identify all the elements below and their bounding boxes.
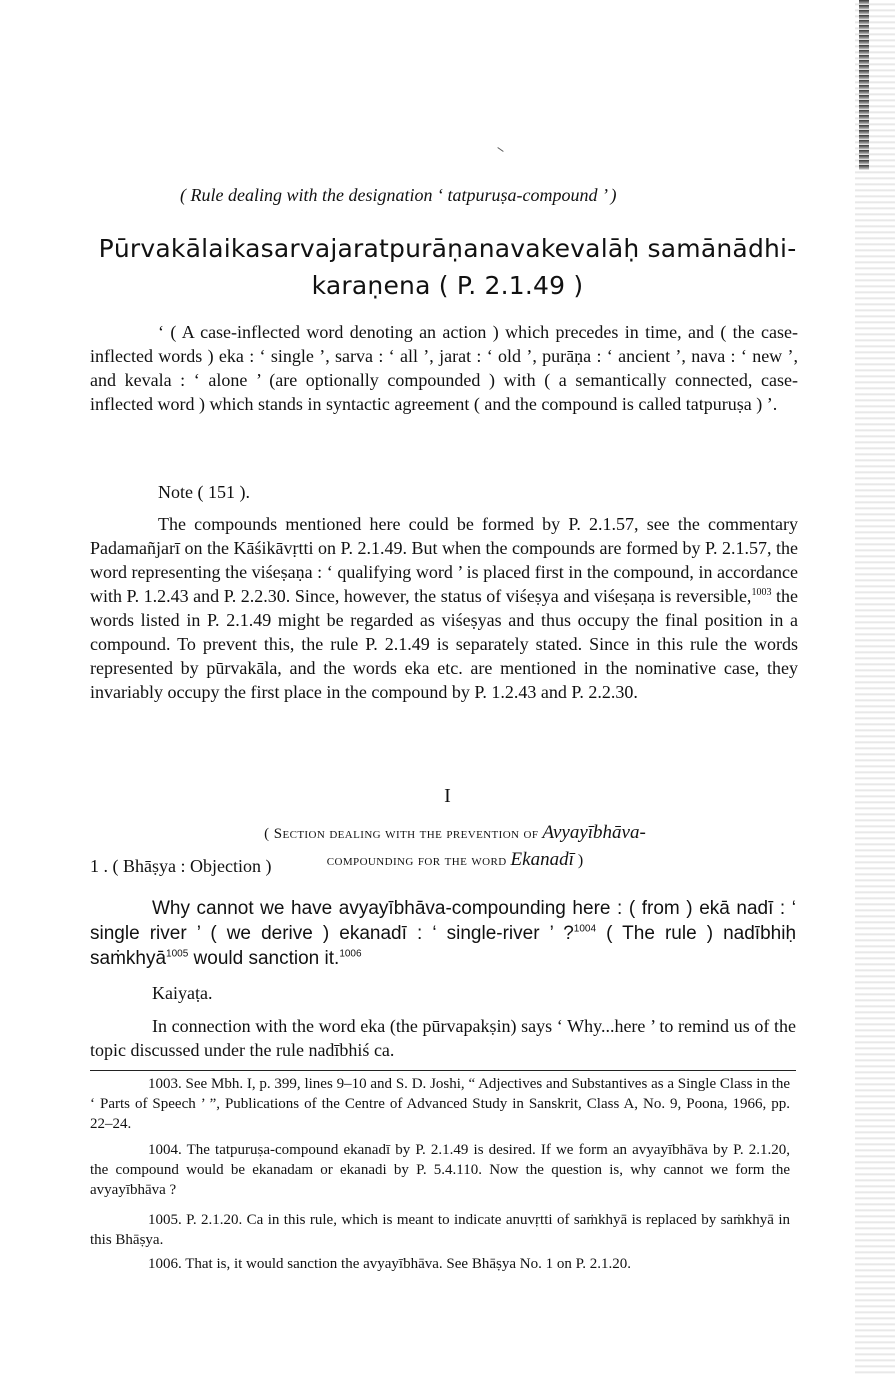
bhasya-text-a: Why cannot we have avyayībhāva-compounding here : ( from ) ekā nadī : ‘ single river ’ ( we derive ) ekanadī : ‘ single-river ’ ? xyxy=(90,898,796,944)
rule-heading: ( Rule dealing with the designation ‘ tatpuruṣa-compound ’ ) xyxy=(180,185,617,205)
footnote-1005: 1005. P. 2.1.20. Ca in this rule, which is meant to indicate anuvṛtti of saṁkhyā is replaced by saṁkhyā in this Bhāṣya. xyxy=(90,1212,790,1248)
bhasya-paragraph xyxy=(90,896,796,971)
sutra-title-line2: karaṇena ( P. 2.1.49 ) xyxy=(311,271,584,300)
sutra-title-line1: Pūrvakālaikasarvajaratpurāṇanavakevalāḥ samānādhi- xyxy=(98,234,797,263)
footnote-divider xyxy=(90,1070,796,1071)
section-title-text-2: compounding for the word xyxy=(326,853,507,869)
bhasya-text-b: ( The rule ) nadībhiḥ saṁkhyā xyxy=(90,923,797,969)
scan-edge-shadow xyxy=(855,0,895,1375)
note-text-1: The compounds mentioned here could be formed by P. 2.1.57, see the commentary Padamañjarī on the Kāśikāvṛtti on P. 2.1.49. But when the compounds are formed by P. 2.1.57, the word representing the viśeṣaṇa : ‘ qualifying word ’ is placed first in the compound, in accordance with P. 1.2.43 and P. 2.2.30. Since, however, the status of viśeṣya and viśeṣaṇa is reversible, xyxy=(90,514,798,606)
footnote-1003: 1003. See Mbh. I, p. 399, lines 9–10 and S. D. Joshi, “ Adjectives and Substantives as a Single Class in the ‘ Parts of Speech ’ ”, Publications of the Centre of Advanced Study in Sanskrit, Class A, No. 9, Poona, 1966, pp. 22–24. xyxy=(90,1076,790,1132)
section-title-close: ) xyxy=(577,852,584,869)
scan-edge-dark xyxy=(859,0,869,170)
translation-paragraph: ‘ ( A case-inflected word denoting an action ) which precedes in time, and ( the case-inflected words ) eka : ‘ single ’, sarva : ‘ all ’, jarat : ‘ old ’, purāṇa : ‘ ancient ’, nava : ‘ new ’, and kevala : ‘ alone ’ (are optionally compounded ) with ( a semantically connected, case-inflected word ) which stands in syntactic agreement ( and the compound is called tatpuruṣa ) ’. xyxy=(90,322,798,414)
section-title-term-1: Avyayībhāva- xyxy=(542,822,646,843)
bhasya-text-c: would sanction it. xyxy=(188,948,340,969)
footnote-1006: 1006. That is, it would sanction the avyayībhāva. See Bhāṣya No. 1 on P. 2.1.20. xyxy=(148,1256,631,1272)
footnote-1004: 1004. The tatpuruṣa-compound ekanadī by P. 2.1.49 is desired. If we form an avyayībhāva by P. 2.1.20, the compound would be ekanadam or ekanadi by P. 5.4.110. Now the question is, why cannot we form the avyayībhāva ? xyxy=(90,1142,790,1198)
footnote-ref-1006[interactable]: 1006 xyxy=(339,948,362,960)
scan-mark xyxy=(497,147,503,152)
footnote-ref-1003[interactable]: 1003 xyxy=(751,587,772,598)
note-text-2: the words listed in P. 2.1.49 might be regarded as viśeṣyas and thus occupy the final position in a compound. To prevent this, the rule P. 2.1.49 is separately stated. Since in this rule the words represented by pūrvakāla, and the words eka etc. are mentioned in the nominative case, they invariably occupy the first place in the compound by P. 1.2.43 and P. 2.2.30. xyxy=(90,586,798,702)
footnote-ref-1005[interactable]: 1005 xyxy=(166,948,189,960)
kaiyata-text: In connection with the word eka (the pūrvapakṣin) says ‘ Why...here ’ to remind us of the topic discussed under the rule nadībhiś ca. xyxy=(90,1016,796,1060)
translation-block xyxy=(90,320,798,416)
note-label: Note ( 151 ). xyxy=(158,482,250,502)
bhasya-text xyxy=(90,896,796,1062)
footnote-ref-1004[interactable]: 1004 xyxy=(573,923,597,935)
sutra-title xyxy=(0,230,895,304)
kaiyata-label: Kaiyaṭa. xyxy=(152,983,213,1003)
note-block xyxy=(90,480,798,704)
bhasya-heading: 1 . ( Bhāṣya : Objection ) xyxy=(90,856,272,876)
note-paragraph xyxy=(90,512,798,704)
section-title-term-2: Ekanadī xyxy=(510,849,574,870)
section-title-text-1: ( Section dealing with the prevention of xyxy=(264,826,539,842)
section-number: I xyxy=(444,785,451,807)
